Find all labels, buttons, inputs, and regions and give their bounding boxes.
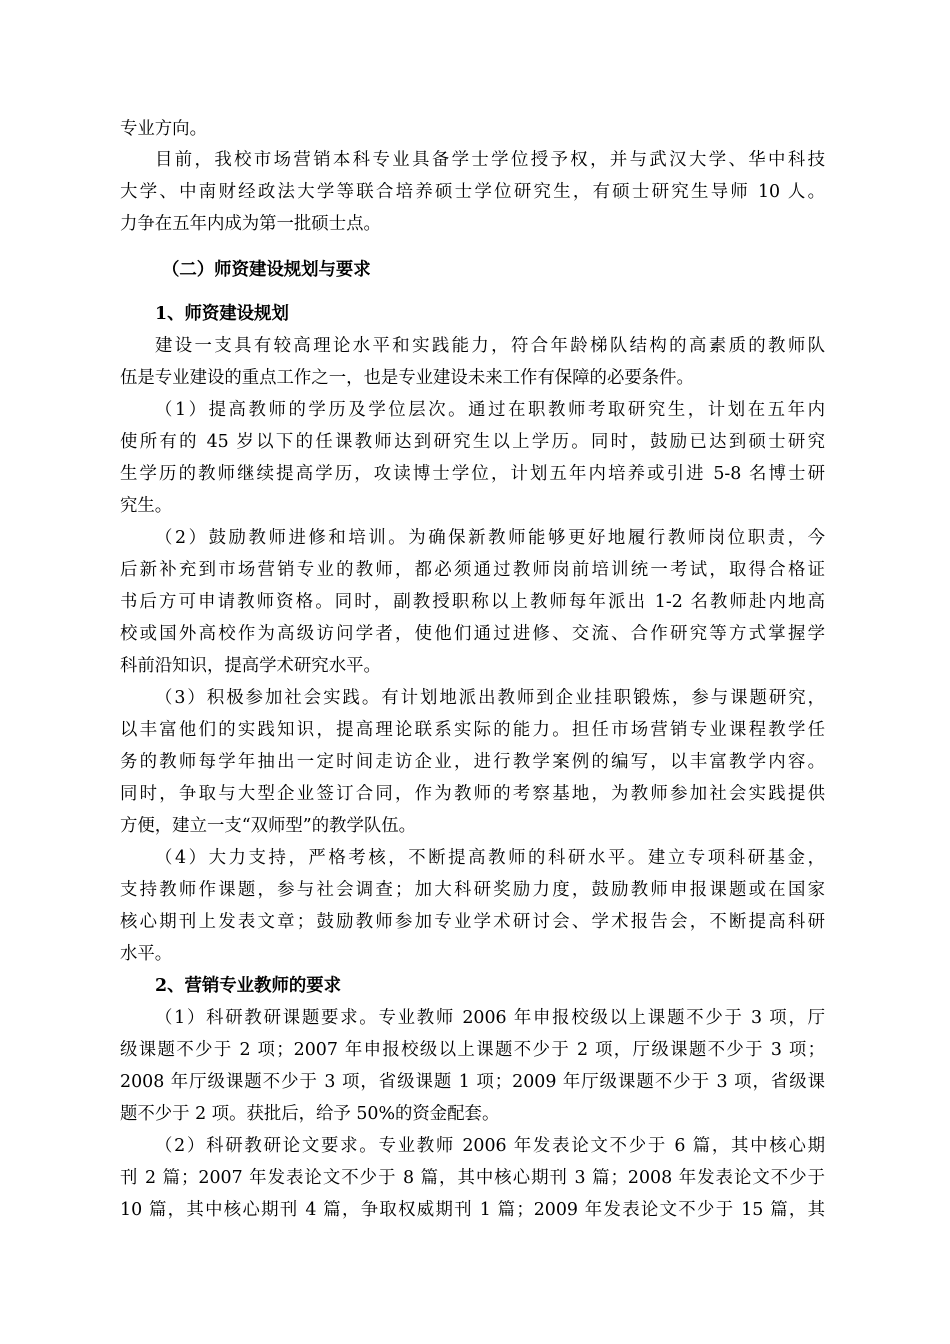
paragraph-line: （4）大力支持，严格考核，不断提高教师的科研水平。建立专项科研基金，	[155, 848, 825, 868]
paragraph-line: （2）科研教研论文要求。专业教师 2006 年发表论文不少于 6 篇，其中核心期	[155, 1136, 825, 1156]
paragraph-line: 校或国外高校作为高级访问学者，使他们通过进修、交流、合作研究等方式掌握学	[120, 624, 825, 644]
paragraph-line: 以丰富他们的实践知识，提高理论联系实际的能力。担任市场营销专业课程教学任	[120, 720, 825, 740]
paragraph-line: 同时，争取与大型企业签订合同，作为教师的考察基地，为教师参加社会实践提供	[120, 784, 825, 804]
paragraph-line: 书后方可申请教师资格。同时，副教授职称以上教师每年派出 1-2 名教师赴内地高	[120, 592, 825, 612]
paragraph-line: 刊 2 篇；2007 年发表论文不少于 8 篇，其中核心期刊 3 篇；2008 年发表论文不少于	[120, 1168, 825, 1188]
paragraph-line: 伍是专业建设的重点工作之一，也是专业建设未来工作有保障的必要条件。	[120, 368, 694, 388]
paragraph-line: 使所有的 45 岁以下的任课教师达到研究生以上学历。同时，鼓励已达到硕士研究	[120, 432, 825, 452]
paragraph-line: 核心期刊上发表文章；鼓励教师参加专业学术研讨会、学术报告会，不断提高科研	[120, 912, 825, 932]
subsection-heading: 2、营销专业教师的要求	[155, 976, 342, 996]
paragraph-line: 建设一支具有较高理论水平和实践能力，符合年龄梯队结构的高素质的教师队	[155, 336, 825, 356]
paragraph-line: 生学历的教师继续提高学历，攻读博士学位，计划五年内培养或引进 5-8 名博士研	[120, 464, 825, 484]
paragraph-line: （2）鼓励教师进修和培训。为确保新教师能够更好地履行教师岗位职责，今	[155, 528, 825, 548]
paragraph-line: 题不少于 2 项。获批后，给予 50%的资金配套。	[120, 1104, 500, 1124]
paragraph-line: （1）科研教研课题要求。专业教师 2006 年申报校级以上课题不少于 3 项，厅	[155, 1008, 825, 1028]
paragraph-line: 究生。	[120, 496, 173, 516]
subsection-heading: 1、师资建设规划	[155, 304, 289, 324]
paragraph-line: （3）积极参加社会实践。有计划地派出教师到企业挂职锻炼，参与课题研究，	[155, 688, 825, 708]
paragraph-line: （1）提高教师的学历及学位层次。通过在职教师考取研究生，计划在五年内	[155, 400, 825, 420]
paragraph-line: 目前，我校市场营销本科专业具备学士学位授予权，并与武汉大学、华中科技	[155, 150, 825, 170]
paragraph-line: 大学、中南财经政法大学等联合培养硕士学位研究生，有硕士研究生导师 10 人。	[120, 182, 825, 202]
paragraph-line: 级课题不少于 2 项；2007 年申报校级以上课题不少于 2 项，厅级课题不少于 3 项；	[120, 1040, 825, 1060]
paragraph-line: 方便，建立一支“双师型”的教学队伍。	[120, 816, 417, 836]
paragraph-line: 科前沿知识，提高学术研究水平。	[120, 656, 381, 676]
paragraph-line: 后新补充到市场营销专业的教师，都必须通过教师岗前培训统一考试，取得合格证	[120, 560, 825, 580]
paragraph-line: 2008 年厅级课题不少于 3 项，省级课题 1 项；2009 年厅级课题不少于 3 项，省级课	[120, 1072, 825, 1092]
paragraph-line: 水平。	[120, 944, 173, 964]
paragraph-line: 支持教师作课题，参与社会调查；加大科研奖励力度，鼓励教师申报课题或在国家	[120, 880, 825, 900]
paragraph-line: 10 篇，其中核心期刊 4 篇，争取权威期刊 1 篇；2009 年发表论文不少于 15 篇，其	[120, 1200, 825, 1220]
paragraph-line: 务的教师每学年抽出一定时间走访企业，进行教学案例的编写，以丰富教学内容。	[120, 752, 825, 772]
paragraph-line: 力争在五年内成为第一批硕士点。	[120, 214, 381, 234]
section-heading: （二）师资建设规划与要求	[162, 260, 371, 280]
paragraph-line: 专业方向。	[120, 119, 207, 139]
